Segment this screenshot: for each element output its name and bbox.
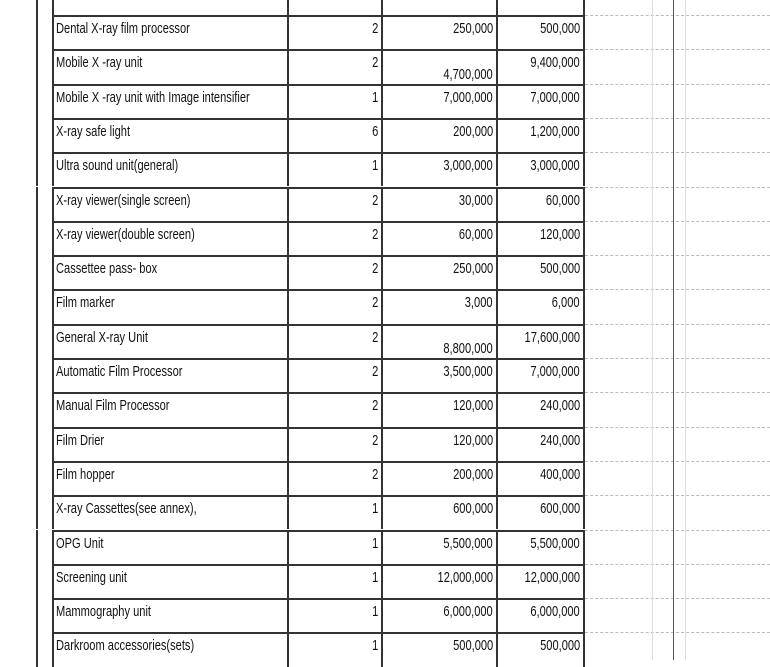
total-cell-text: 500,000: [539, 20, 580, 37]
item-cell[interactable]: [52, 392, 287, 426]
total-cell[interactable]: [496, 495, 585, 529]
row-header-cell: [36, 564, 52, 598]
unit-price-cell[interactable]: [381, 530, 496, 564]
unit-price-cell[interactable]: [381, 118, 496, 152]
qty-cell[interactable]: [287, 530, 381, 564]
qty-cell[interactable]: [287, 118, 381, 152]
total-cell[interactable]: [496, 84, 585, 118]
unit-price-cell[interactable]: [381, 324, 496, 358]
unit-price-cell-text: 500,000: [452, 637, 493, 655]
row-header-cell: [36, 15, 52, 49]
item-cell[interactable]: [52, 358, 287, 392]
item-cell[interactable]: [52, 495, 287, 529]
item-cell[interactable]: [52, 255, 287, 289]
qty-cell[interactable]: [287, 49, 381, 83]
item-cell-text: Mammography unit: [56, 603, 152, 621]
total-cell-text: 500,000: [539, 637, 580, 655]
total-cell[interactable]: [496, 152, 585, 186]
empty-cell[interactable]: [585, 324, 770, 358]
empty-cell[interactable]: [585, 530, 770, 564]
qty-cell-text: 2: [371, 294, 378, 312]
item-cell[interactable]: [52, 118, 287, 152]
row-header-cell: [36, 461, 52, 495]
qty-cell[interactable]: [287, 358, 381, 392]
item-cell[interactable]: [52, 632, 287, 666]
total-cell-text: 6,000,000: [530, 603, 580, 621]
row-header-cell: [36, 358, 52, 392]
total-cell[interactable]: [496, 255, 585, 289]
total-cell[interactable]: [496, 598, 585, 632]
item-cell-text: X-ray Cassettes(see annex),: [56, 500, 197, 518]
empty-cell[interactable]: [585, 289, 770, 323]
row-header-cell: [36, 187, 52, 221]
total-cell-text: 9,400,000: [530, 54, 580, 72]
total-cell-text: 6,000: [552, 294, 580, 312]
table-row: [0, 427, 770, 461]
total-cell-text: 240,000: [539, 431, 580, 449]
empty-cell[interactable]: [585, 461, 770, 495]
row-header-cell: [36, 495, 52, 529]
qty-cell[interactable]: [287, 187, 381, 221]
qty-cell-text: 2: [371, 397, 378, 415]
empty-cell[interactable]: [585, 255, 770, 289]
unit-price-cell-text: 7,000,000: [443, 88, 493, 106]
table-row: [0, 289, 770, 323]
total-cell-text: 7,000,000: [530, 88, 580, 106]
empty-cell[interactable]: [585, 15, 770, 49]
row-header-cell: [36, 530, 52, 564]
unit-price-cell-text: 3,000,000: [443, 157, 493, 175]
table-row: [0, 324, 770, 358]
total-cell-text: 17,600,000: [524, 328, 580, 346]
qty-cell[interactable]: [287, 221, 381, 255]
table-row: [0, 461, 770, 495]
item-cell[interactable]: [52, 84, 287, 118]
unit-price-cell[interactable]: [381, 15, 496, 49]
unit-price-cell[interactable]: [381, 598, 496, 632]
unit-price-cell[interactable]: [381, 289, 496, 323]
qty-cell[interactable]: [287, 324, 381, 358]
qty-cell[interactable]: [287, 152, 381, 186]
total-cell[interactable]: [496, 324, 585, 358]
total-cell-text: 500,000: [539, 260, 580, 278]
table-row: [0, 84, 770, 118]
item-cell-text: X-ray safe light: [56, 122, 131, 140]
item-cell-text: Cassettee pass- box: [56, 260, 158, 278]
table-row: [0, 530, 770, 564]
item-cell-text: Automatic Film Processor: [56, 363, 183, 380]
unit-price-cell-text: 250,000: [452, 20, 493, 37]
total-cell[interactable]: [496, 289, 585, 323]
qty-cell[interactable]: [287, 427, 381, 461]
total-cell[interactable]: [496, 392, 585, 426]
item-cell-text: Screening unit: [56, 568, 127, 586]
unit-price-cell[interactable]: [381, 221, 496, 255]
unit-price-cell[interactable]: [381, 495, 496, 529]
unit-price-cell-text: 5,500,000: [443, 534, 493, 552]
table-row: [0, 632, 770, 666]
total-cell[interactable]: [496, 530, 585, 564]
qty-cell[interactable]: [287, 495, 381, 529]
item-cell-text: Film marker: [56, 294, 115, 312]
total-cell[interactable]: [496, 358, 585, 392]
item-cell-text: General X-ray Unit: [56, 328, 148, 346]
qty-cell-text: 2: [371, 54, 378, 72]
item-cell[interactable]: [52, 15, 287, 49]
qty-cell[interactable]: [287, 84, 381, 118]
empty-cell[interactable]: [585, 392, 770, 426]
unit-price-cell-text: 120,000: [452, 397, 493, 415]
unit-price-cell-text: 3,000: [465, 294, 493, 312]
qty-cell-text: 2: [371, 191, 378, 209]
empty-cell[interactable]: [585, 118, 770, 152]
unit-price-cell-text: 6,000,000: [443, 603, 493, 621]
qty-cell-text: 1: [371, 88, 378, 106]
item-cell-text: Film hopper: [56, 465, 115, 483]
unit-price-cell-text: 250,000: [452, 260, 493, 278]
row-header-cell: [36, 289, 52, 323]
qty-cell[interactable]: [287, 255, 381, 289]
unit-price-cell[interactable]: [381, 255, 496, 289]
table-row: [0, 255, 770, 289]
total-cell[interactable]: [496, 564, 585, 598]
empty-cell[interactable]: [585, 632, 770, 666]
total-cell[interactable]: [496, 632, 585, 666]
item-cell[interactable]: [52, 221, 287, 255]
unit-price-cell-text: 200,000: [452, 122, 493, 140]
unit-price-cell-text: 30,000: [459, 191, 493, 209]
empty-cell[interactable]: [585, 564, 770, 598]
qty-cell-text: 2: [371, 465, 378, 483]
total-cell[interactable]: [496, 118, 585, 152]
qty-cell-text: 2: [371, 260, 378, 278]
total-cell-text: 5,500,000: [530, 534, 580, 552]
row-header-cell: [36, 392, 52, 426]
unit-price-cell[interactable]: [381, 427, 496, 461]
row-header-cell: [36, 0, 52, 15]
qty-cell-text: 2: [371, 20, 378, 37]
item-cell-text: X-ray viewer(double screen): [56, 225, 195, 243]
column-divider: [673, 0, 674, 660]
qty-cell[interactable]: [287, 564, 381, 598]
unit-price-cell[interactable]: [381, 0, 496, 15]
gridline: [652, 0, 653, 660]
unit-price-cell-text: 4,700,000: [443, 65, 493, 83]
total-cell-text: 12,000,000: [524, 568, 580, 586]
item-cell-text: OPG Unit: [56, 534, 104, 552]
item-cell-text: Film Drier: [56, 431, 105, 449]
qty-cell[interactable]: [287, 632, 381, 666]
unit-price-cell-text: 120,000: [452, 431, 493, 449]
row-header-cell: [36, 598, 52, 632]
table-row: [0, 187, 770, 221]
qty-cell-text: 1: [371, 157, 378, 175]
empty-cell[interactable]: [585, 152, 770, 186]
qty-cell[interactable]: [287, 392, 381, 426]
item-cell[interactable]: [52, 427, 287, 461]
qty-cell-text: 1: [371, 500, 378, 518]
total-cell[interactable]: [496, 15, 585, 49]
empty-cell[interactable]: [585, 598, 770, 632]
total-cell-text: 120,000: [539, 225, 580, 243]
empty-cell[interactable]: [585, 49, 770, 83]
gridline: [685, 0, 686, 660]
row-header-cell: [36, 152, 52, 186]
total-cell[interactable]: [496, 187, 585, 221]
total-cell[interactable]: [496, 49, 585, 83]
item-cell[interactable]: [52, 187, 287, 221]
row-header-cell: [36, 427, 52, 461]
unit-price-cell[interactable]: [381, 152, 496, 186]
item-cell-text: Ultra sound unit(general): [56, 157, 179, 175]
total-cell-text: 3,000,000: [530, 157, 580, 175]
total-cell[interactable]: [496, 221, 585, 255]
table-row: [0, 49, 770, 83]
table-row: [0, 358, 770, 392]
qty-cell[interactable]: [287, 0, 381, 15]
row-header-cell: [36, 632, 52, 666]
qty-cell-text: 1: [371, 603, 378, 621]
empty-cell[interactable]: [585, 221, 770, 255]
total-cell-text: 240,000: [539, 397, 580, 415]
qty-cell-text: 1: [371, 568, 378, 586]
total-cell-text: 60,000: [546, 191, 580, 209]
unit-price-cell[interactable]: [381, 84, 496, 118]
qty-cell-text: 2: [371, 431, 378, 449]
unit-price-cell[interactable]: [381, 49, 496, 83]
unit-price-cell[interactable]: [381, 187, 496, 221]
table-row: [0, 221, 770, 255]
row-header-cell: [36, 49, 52, 83]
table-row: [0, 118, 770, 152]
empty-cell[interactable]: [585, 427, 770, 461]
qty-cell-text: 2: [371, 225, 378, 243]
item-cell[interactable]: [52, 461, 287, 495]
row-header-cell: [36, 255, 52, 289]
unit-price-cell[interactable]: [381, 461, 496, 495]
qty-cell[interactable]: [287, 461, 381, 495]
qty-cell-text: 1: [371, 637, 378, 655]
qty-cell[interactable]: [287, 15, 381, 49]
row-header-cell: [36, 84, 52, 118]
qty-cell[interactable]: [287, 289, 381, 323]
total-cell-text: 1,200,000: [530, 122, 580, 140]
qty-cell-text: 2: [371, 363, 378, 380]
item-cell[interactable]: [52, 564, 287, 598]
unit-price-cell[interactable]: [381, 358, 496, 392]
unit-price-cell-text: 60,000: [459, 225, 493, 243]
qty-cell-text: 6: [371, 122, 378, 140]
total-cell[interactable]: [496, 427, 585, 461]
item-cell[interactable]: [52, 289, 287, 323]
item-cell[interactable]: [52, 152, 287, 186]
empty-cell[interactable]: [585, 84, 770, 118]
item-cell[interactable]: [52, 49, 287, 83]
item-cell[interactable]: [52, 0, 287, 15]
item-cell-text: Darkroom accessories(sets): [56, 637, 195, 655]
partial-top-row: [0, 0, 770, 15]
table-row: [0, 564, 770, 598]
row-header-cell: [36, 324, 52, 358]
qty-cell-text: 2: [371, 328, 378, 346]
unit-price-cell-text: 8,800,000: [443, 339, 493, 357]
table-row: [0, 392, 770, 426]
table-row: [0, 152, 770, 186]
empty-cell[interactable]: [585, 358, 770, 392]
item-cell-text: Mobile X -ray unit: [56, 54, 143, 72]
item-cell-text: Mobile X -ray unit with Image intensifier: [56, 88, 250, 106]
unit-price-cell[interactable]: [381, 564, 496, 598]
total-cell[interactable]: [496, 461, 585, 495]
item-cell-text: X-ray viewer(single screen): [56, 191, 191, 209]
unit-price-cell[interactable]: [381, 632, 496, 666]
unit-price-cell-text: 3,500,000: [443, 363, 493, 380]
item-cell[interactable]: [52, 530, 287, 564]
qty-cell-text: 1: [371, 534, 378, 552]
row-header-cell: [36, 118, 52, 152]
qty-cell[interactable]: [287, 598, 381, 632]
total-cell-text: 7,000,000: [530, 363, 580, 380]
table-row: [0, 495, 770, 529]
empty-cell[interactable]: [585, 495, 770, 529]
total-cell[interactable]: [496, 0, 585, 15]
table-row: [0, 15, 770, 49]
item-cell[interactable]: [52, 598, 287, 632]
item-cell-text: Dental X-ray film processor: [56, 20, 190, 37]
row-header-cell: [36, 221, 52, 255]
table-row: [0, 598, 770, 632]
unit-price-cell-text: 200,000: [452, 465, 493, 483]
total-cell-text: 600,000: [539, 500, 580, 518]
empty-cell[interactable]: [585, 187, 770, 221]
unit-price-cell[interactable]: [381, 392, 496, 426]
item-cell-text: Manual Film Processor: [56, 397, 170, 415]
unit-price-cell-text: 600,000: [452, 500, 493, 518]
unit-price-cell-text: 12,000,000: [437, 568, 493, 586]
item-cell[interactable]: [52, 324, 287, 358]
total-cell-text: 400,000: [539, 465, 580, 483]
